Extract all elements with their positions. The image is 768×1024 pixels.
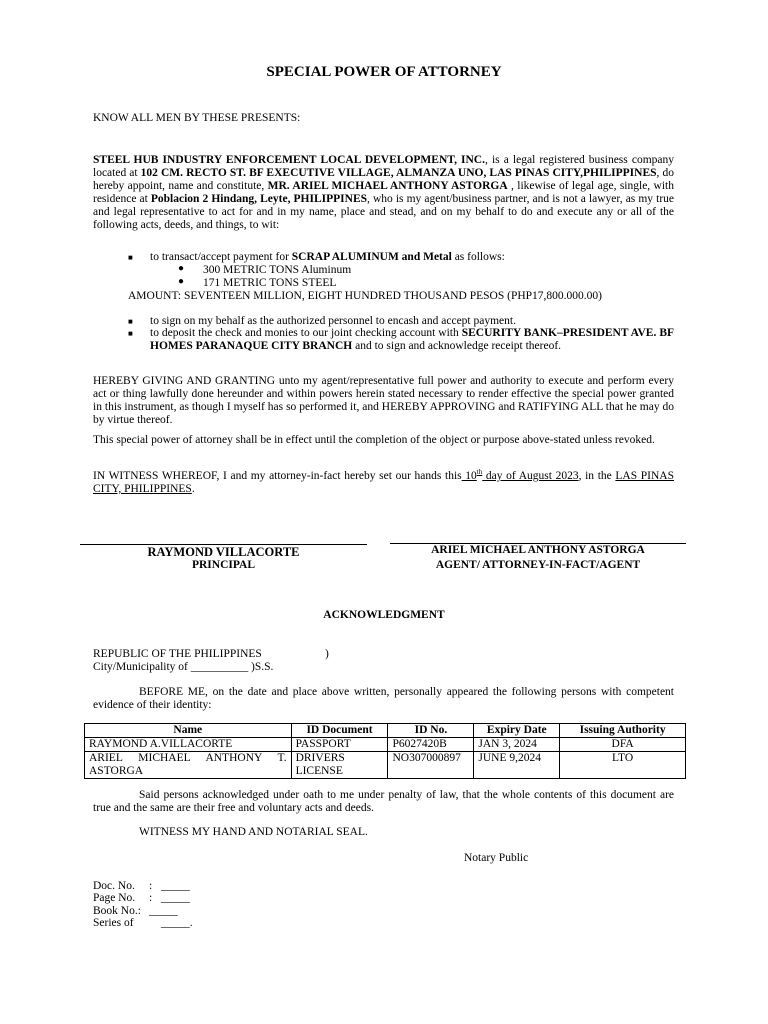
register-book-no: Book No.: _____ [93,905,178,917]
principal-role: PRINCIPAL [191,559,256,571]
agent-residence: Poblacion 2 Hindang, Leyte, PHILIPPINES [150,192,368,205]
place-of-signing: LAS PINAS CITY, PHILIPPINES [93,469,674,495]
witness-hand-line: WITNESS MY HAND AND NOTARIAL SEAL. [139,826,368,838]
republic-line: REPUBLIC OF THE PHILIPPINES [93,648,262,660]
col-header-expiry: Expiry Date [474,724,560,738]
bullet-dot: ● [178,263,185,274]
list-item-transact: to transact/accept payment for SCRAP ALUMINUM and Metal as follows: [150,251,505,263]
bullet-dot: ● [178,276,185,287]
register-page-no: Page No. : _____ [93,892,190,904]
witness-whereof-paragraph: IN WITNESS WHEREOF, I and my attorney-in-fact hereby set our hands this 10th day of August 2023, in the LAS PINAS CITY, PHILIPPINES. [93,468,674,495]
list-item-sign: to sign on my behalf as the authorized personnel to encash and accept payment. [150,315,516,327]
col-header-id-no: ID No. [388,724,474,738]
col-header-authority: Issuing Authority [560,724,686,738]
register-series-of: Series of _____. [93,917,193,929]
ss-mark: )S.S. [251,661,274,673]
col-header-name: Name [85,724,292,738]
table-row: RAYMOND A.VILLACORTE PASSPORT P6027420B JAN 3, 2024 DFA [85,737,686,751]
intro-line: KNOW ALL MEN BY THESE PRESENTS: [93,112,301,124]
sub-item-steel: 171 METRIC TONS STEEL [203,277,337,289]
bullet-square: ■ [128,329,133,338]
principal-name: RAYMOND VILLACORTE [147,545,300,559]
amount-line: AMOUNT: SEVENTEEN MILLION, EIGHT HUNDRED THOUSAND PESOS (PHP17,800.000.00) [128,290,603,302]
bullet-square: ■ [128,317,133,326]
col-header-id-document: ID Document [291,724,388,738]
venue-paren: ) [325,648,329,660]
table-header-row [85,724,686,738]
id-table [84,723,686,779]
list-item-deposit: to deposit the check and monies to our joint checking account with SECURITY BANK–PRESIDENT AVE. BF HOMES PARANAQUE CITY BRANCH and to sign and acknowledge receipt thereof. [150,327,675,352]
register-doc-no: Doc. No. : _____ [93,880,190,892]
city-line: City/Municipality of __________ [93,661,249,673]
bank-name: SECURITY BANK–PRESIDENT AVE. BF HOMES PARANAQUE CITY BRANCH [150,327,675,352]
document-title: SPECIAL POWER OF ATTORNEY [266,64,502,80]
sub-item-aluminum: 300 METRIC TONS Aluminum [203,264,352,276]
said-persons-paragraph: Said persons acknowledged under oath to me under penalty of law, that the whole contents of this document are true and the same are their free and voluntary acts and deeds. [93,789,674,814]
company-name: STEEL HUB INDUSTRY ENFORCEMENT LOCAL DEVELOPMENT, INC. [93,154,485,166]
table-row: ARIEL MICHAEL ANTHONY T. ASTORGA DRIVERS LICENSE NO307000897 JUNE 9,2024 LTO [85,751,686,778]
acknowledgment-title: ACKNOWLEDGMENT [323,609,445,621]
appointment-paragraph: STEEL HUB INDUSTRY ENFORCEMENT LOCAL DEVELOPMENT, INC., is a legal registered business company located at 102 CM. RECTO ST. BF EXECUTIVE VILLAGE, ALMANZA UNO, LAS PINAS CITY,PHILIPPINES, do hereby appoint, name and constitute, MR. ARIEL MICHAEL ANTHONY ASTORGA , likewise of legal age, single, with residence at Poblacion 2 Hindang, Leyte, PHILIPPINES, who is my agent/business partner, and is not a lawyer, as my true and legal representative to act for and in my name, place and stead, and on my behalf to do and execute any or all of the following acts, deeds, and things, to wit: [93,154,675,231]
company-address: 102 CM. RECTO ST. BF EXECUTIVE VILLAGE, ALMANZA UNO, LAS PINAS CITY,PHILIPPINES [140,166,657,179]
effectivity-paragraph: This special power of attorney shall be in effect until the completion of the object or purpose above-stated unless revoked. [93,434,655,446]
agent-name: MR. ARIEL MICHAEL ANTHONY ASTORGA [267,179,508,192]
granting-paragraph: HEREBY GIVING AND GRANTING unto my agent/representative full power and authority to execute and perform every act or thing lawfully done hereunder and within powers herein stated necessary to render effective the special power granted in this instrument, as though I myself has so performed it, and HEREBY APPROVING and RATIFYING ALL that he may do by virtue thereof. [93,375,674,426]
date-day: 10 [461,469,477,482]
notary-public-label: Notary Public [464,852,529,864]
agent-signatory-name: ARIEL MICHAEL ANTHONY ASTORGA [431,544,645,556]
bullet-square: ■ [128,253,133,262]
before-me-paragraph: BEFORE ME, on the date and place above written, personally appeared the following persons with competent evidence of their identity: [93,686,674,711]
agent-signatory-role: AGENT/ ATTORNEY-IN-FACT/AGENT [435,559,641,571]
date-month-year: day of August 2023 [482,469,579,482]
